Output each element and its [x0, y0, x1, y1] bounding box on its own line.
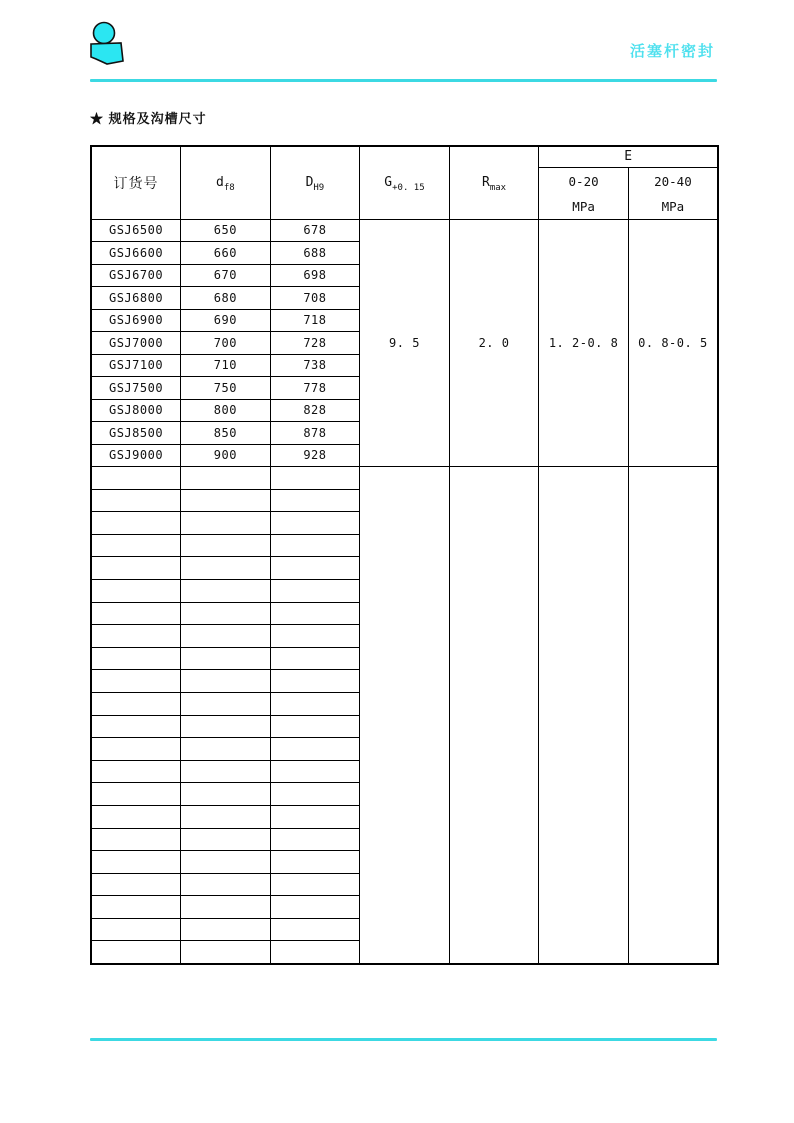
cell-order-no: GSJ9000	[91, 444, 181, 467]
cell-d: 670	[181, 264, 271, 287]
cell-D-empty	[270, 557, 360, 580]
cell-D-empty	[270, 602, 360, 625]
cell-order-no: GSJ8500	[91, 422, 181, 445]
cell-order-no: GSJ8000	[91, 399, 181, 422]
cell-r-merged: 2. 0	[449, 219, 539, 467]
seal-logo-icon	[86, 14, 128, 70]
top-divider	[90, 79, 717, 82]
table-row	[91, 219, 718, 242]
cell-D: 778	[270, 377, 360, 400]
cell-g-empty-merged	[360, 467, 450, 964]
cell-D: 678	[270, 219, 360, 242]
cell-d-empty	[181, 851, 271, 874]
cell-D: 708	[270, 287, 360, 310]
cell-g-merged: 9. 5	[360, 219, 450, 467]
cell-d-empty	[181, 941, 271, 964]
cell-D: 738	[270, 354, 360, 377]
cell-d-empty	[181, 557, 271, 580]
cell-d-empty	[181, 512, 271, 535]
cell-d-empty	[181, 783, 271, 806]
section-title: ★ 规格及沟槽尺寸	[90, 111, 207, 126]
cell-order-no-empty	[91, 783, 181, 806]
cell-d: 660	[181, 242, 271, 265]
cell-order-no-empty	[91, 738, 181, 761]
col-header-e-low: 0-20 MPa	[539, 167, 629, 219]
cell-D-empty	[270, 896, 360, 919]
cell-order-no-empty	[91, 941, 181, 964]
cell-D-empty	[270, 918, 360, 941]
cell-order-no-empty	[91, 715, 181, 738]
cell-D: 878	[270, 422, 360, 445]
cell-D-empty	[270, 760, 360, 783]
col-header-e-high: 20-40 MPa	[628, 167, 718, 219]
cell-d: 750	[181, 377, 271, 400]
cell-order-no-empty	[91, 625, 181, 648]
cell-d-empty	[181, 896, 271, 919]
cell-order-no-empty	[91, 828, 181, 851]
cell-order-no-empty	[91, 851, 181, 874]
empty-table-row	[91, 467, 718, 490]
cell-d-empty	[181, 692, 271, 715]
cell-d-empty	[181, 918, 271, 941]
col-header-E-group: E	[539, 146, 718, 167]
cell-d: 700	[181, 332, 271, 355]
cell-d-empty	[181, 602, 271, 625]
cell-order-no-empty	[91, 534, 181, 557]
cell-d-empty	[181, 760, 271, 783]
cell-d: 850	[181, 422, 271, 445]
cell-D-empty	[270, 805, 360, 828]
cell-D: 828	[270, 399, 360, 422]
cell-D-empty	[270, 692, 360, 715]
cell-e-high-merged: 0. 8-0. 5	[628, 219, 718, 467]
cell-order-no-empty	[91, 760, 181, 783]
cell-D-empty	[270, 715, 360, 738]
cell-order-no: GSJ6900	[91, 309, 181, 332]
cell-D-empty	[270, 738, 360, 761]
cell-d-empty	[181, 489, 271, 512]
cell-order-no: GSJ6500	[91, 219, 181, 242]
cell-D-empty	[270, 467, 360, 490]
cell-r-empty-merged	[449, 467, 539, 964]
cell-D-empty	[270, 512, 360, 535]
cell-d-empty	[181, 670, 271, 693]
cell-order-no-empty	[91, 557, 181, 580]
header-row-1	[91, 146, 718, 167]
cell-d-empty	[181, 805, 271, 828]
cell-d: 710	[181, 354, 271, 377]
cell-order-no-empty	[91, 670, 181, 693]
cell-order-no-empty	[91, 647, 181, 670]
cell-D-empty	[270, 941, 360, 964]
spec-table-body	[91, 219, 718, 964]
cell-e-low-empty-merged	[539, 467, 629, 964]
cell-D-empty	[270, 828, 360, 851]
bottom-divider	[90, 1038, 717, 1041]
cell-D-empty	[270, 670, 360, 693]
cell-D: 728	[270, 332, 360, 355]
cell-order-no-empty	[91, 873, 181, 896]
cell-D-empty	[270, 783, 360, 806]
col-header-d: $d_{f8}$	[181, 146, 271, 219]
cell-order-no-empty	[91, 692, 181, 715]
cell-d: 800	[181, 399, 271, 422]
cell-order-no-empty	[91, 579, 181, 602]
cell-d-empty	[181, 738, 271, 761]
cell-D-empty	[270, 873, 360, 896]
cell-order-no: GSJ6600	[91, 242, 181, 265]
cell-D-empty	[270, 534, 360, 557]
col-header-D: $D_{H9}$	[270, 146, 360, 219]
cell-e-low-merged: 1. 2-0. 8	[539, 219, 629, 467]
cell-D-empty	[270, 489, 360, 512]
cell-order-no-empty	[91, 512, 181, 535]
cell-d-empty	[181, 534, 271, 557]
spec-table-head	[91, 146, 718, 219]
cell-d: 650	[181, 219, 271, 242]
cell-order-no-empty	[91, 602, 181, 625]
cell-order-no: GSJ7000	[91, 332, 181, 355]
cell-order-no-empty	[91, 467, 181, 490]
cell-d: 690	[181, 309, 271, 332]
cell-D-empty	[270, 647, 360, 670]
col-header-R: $R_{max}$	[449, 146, 539, 219]
cell-D: 688	[270, 242, 360, 265]
cell-D-empty	[270, 625, 360, 648]
cell-d-empty	[181, 828, 271, 851]
cell-D: 698	[270, 264, 360, 287]
cell-D-empty	[270, 579, 360, 602]
spec-table	[90, 145, 719, 965]
cell-order-no-empty	[91, 918, 181, 941]
cell-D-empty	[270, 851, 360, 874]
cell-d-empty	[181, 647, 271, 670]
cell-order-no-empty	[91, 489, 181, 512]
cell-order-no: GSJ6800	[91, 287, 181, 310]
col-header-order-no: 订货号	[91, 146, 181, 219]
cell-d-empty	[181, 715, 271, 738]
cell-D: 928	[270, 444, 360, 467]
cell-d: 680	[181, 287, 271, 310]
cell-e-high-empty-merged	[628, 467, 718, 964]
cell-d-empty	[181, 579, 271, 602]
cell-D: 718	[270, 309, 360, 332]
cell-order-no-empty	[91, 805, 181, 828]
cell-order-no: GSJ7100	[91, 354, 181, 377]
cell-order-no: GSJ6700	[91, 264, 181, 287]
cell-order-no: GSJ7500	[91, 377, 181, 400]
cell-d-empty	[181, 625, 271, 648]
cell-order-no-empty	[91, 896, 181, 919]
cell-d: 900	[181, 444, 271, 467]
cell-d-empty	[181, 467, 271, 490]
brand-text: 活塞杆密封	[629, 43, 715, 60]
cell-d-empty	[181, 873, 271, 896]
col-header-G: $G_{+0. 15}$	[360, 146, 450, 219]
